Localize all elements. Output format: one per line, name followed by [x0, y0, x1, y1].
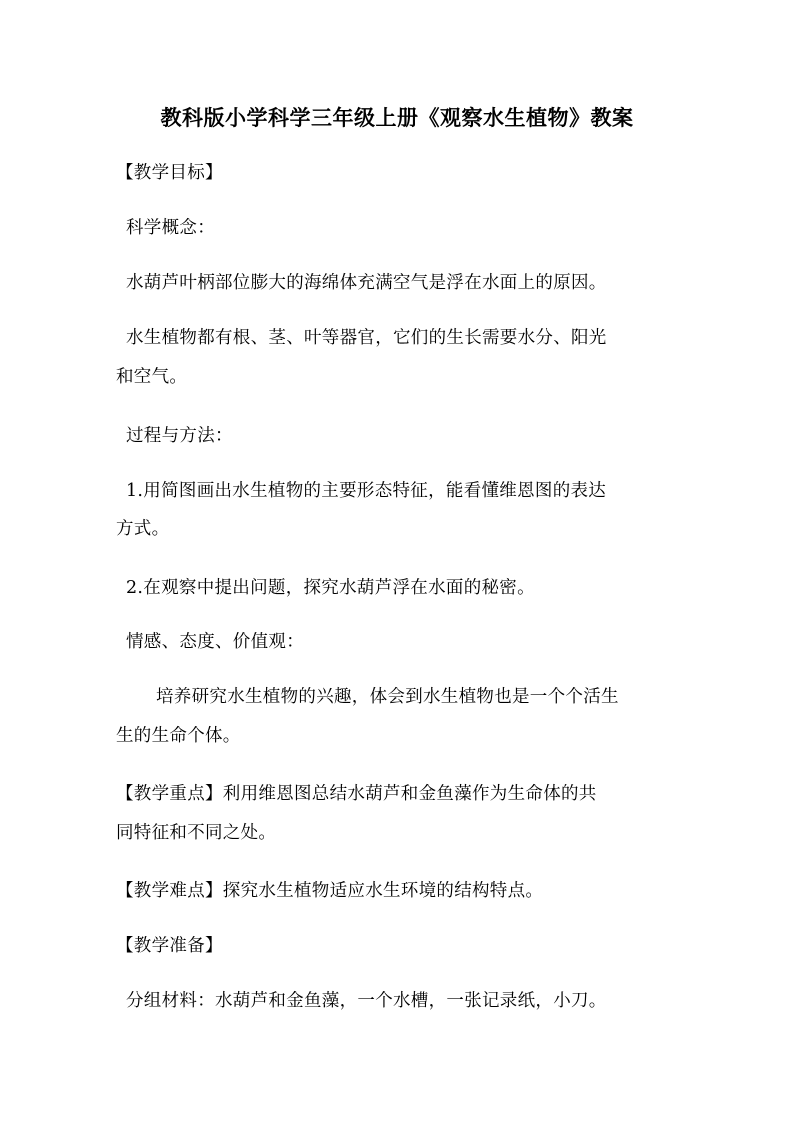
subheading-process-methods: 过程与方法： [126, 426, 233, 446]
paragraph-line: 生的生命个体。 [116, 726, 241, 746]
paragraph-line: 1.用简图画出水生植物的主要形态特征，能看懂维恩图的表达 [126, 481, 607, 501]
paragraph-line: 培养研究水生植物的兴趣，体会到水生植物也是一个个活生 [156, 687, 619, 707]
section-teaching-difficulty: 【教学难点】探究水生植物适应水生环境的结构特点。 [116, 881, 544, 901]
subheading-emotion-attitude-values: 情感、态度、价值观： [126, 632, 304, 652]
section-heading-objectives: 【教学目标】 [116, 163, 223, 183]
paragraph-line: 方式。 [116, 519, 170, 539]
paragraph-line: 2.在观察中提出问题，探究水葫芦浮在水面的秘密。 [126, 578, 535, 598]
paragraph-line: 水生植物都有根、茎、叶等器官，它们的生长需要水分、阳光 [126, 328, 607, 348]
section-teaching-focus: 【教学重点】利用维恩图总结水葫芦和金鱼藻作为生命体的共 [116, 784, 597, 804]
subheading-science-concepts: 科学概念： [126, 218, 215, 238]
paragraph-line: 和空气。 [116, 367, 188, 387]
section-heading-preparation: 【教学准备】 [116, 936, 223, 956]
document-title: 教科版小学科学三年级上册《观察水生植物》教案 [160, 105, 634, 130]
paragraph-line: 分组材料：水葫芦和金鱼藻，一个水槽，一张记录纸，小刀。 [126, 991, 607, 1011]
paragraph-line: 水葫芦叶柄部位膨大的海绵体充满空气是浮在水面上的原因。 [126, 273, 607, 293]
paragraph-line: 同特征和不同之处。 [116, 823, 277, 843]
